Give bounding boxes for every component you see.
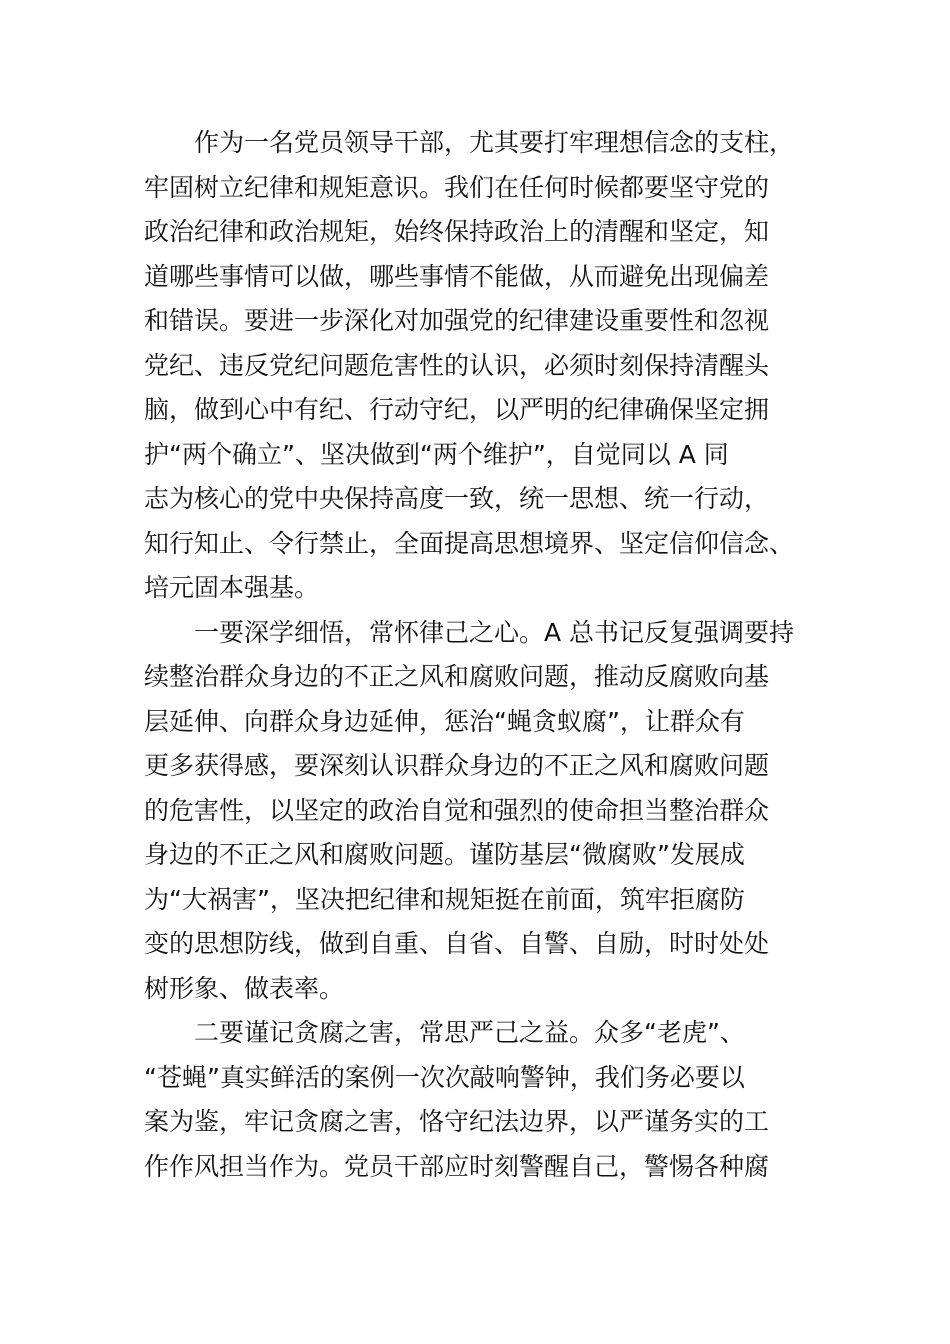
text-line: 更多获得感，要深刻认识群众身边的不正之风和腐败问题 [144, 751, 770, 780]
text-line: “苍蝇”真实鲜活的案例一次次敲响警钟，我们务必要以 [144, 1063, 745, 1092]
text-line: 道哪些事情可以做，哪些事情不能做，从而避免出现偏差 [144, 262, 770, 291]
text-line: 作为一名党员领导干部，尤其要打牢理想信念的支柱， [194, 128, 795, 157]
text-line: 二要谨记贪腐之害，常思严己之益。众多“老虎”、 [194, 1018, 745, 1047]
text-line: 作作风担当作为。党员干部应时刻警醒自己，警惕各种腐 [144, 1152, 770, 1181]
text-line: 为“大祸害”，坚决把纪律和规矩挺在前面，筑牢拒腐防 [144, 885, 745, 914]
text-line: 案为鉴，牢记贪腐之害，恪守纪法边界，以严谨务实的工 [144, 1107, 770, 1136]
text-line: 政治纪律和政治规矩，始终保持政治上的清醒和坚定，知 [144, 217, 770, 246]
text-line: 树形象、做表率。 [144, 974, 345, 1003]
text-line: 一要深学细悟，常怀律己之心。A 总书记反复强调要持 [194, 618, 795, 647]
text-line: 党纪、违反党纪问题危害性的认识，必须时刻保持清醒头 [144, 351, 770, 380]
text-line: 知行知止、令行禁止，全面提高思想境界、坚定信仰信念、 [144, 529, 795, 558]
text-line: 护“两个确立”、坚决做到“两个维护”，自觉同以 A 同 [144, 440, 729, 469]
text-line: 的危害性，以坚定的政治自觉和强烈的使命担当整治群众 [144, 796, 770, 825]
text-line: 培元固本强基。 [144, 573, 320, 602]
text-line: 变的思想防线，做到自重、自省、自警、自励，时时处处 [144, 929, 770, 958]
text-line: 续整治群众身边的不正之风和腐败问题，推动反腐败向基 [144, 662, 770, 691]
text-line: 和错误。要进一步深化对加强党的纪律建设重要性和忽视 [144, 306, 770, 335]
text-line: 脑，做到心中有纪、行动守纪，以严明的纪律确保坚定拥 [144, 395, 770, 424]
text-line: 志为核心的党中央保持高度一致，统一思想、统一行动， [144, 484, 770, 513]
text-line: 牢固树立纪律和规矩意识。我们在任何时候都要坚守党的 [144, 173, 770, 202]
text-line: 身边的不正之风和腐败问题。谨防基层“微腐败”发展成 [144, 840, 745, 869]
text-line: 层延伸、向群众身边延伸，惩治“蝇贪蚁腐”，让群众有 [144, 707, 745, 736]
